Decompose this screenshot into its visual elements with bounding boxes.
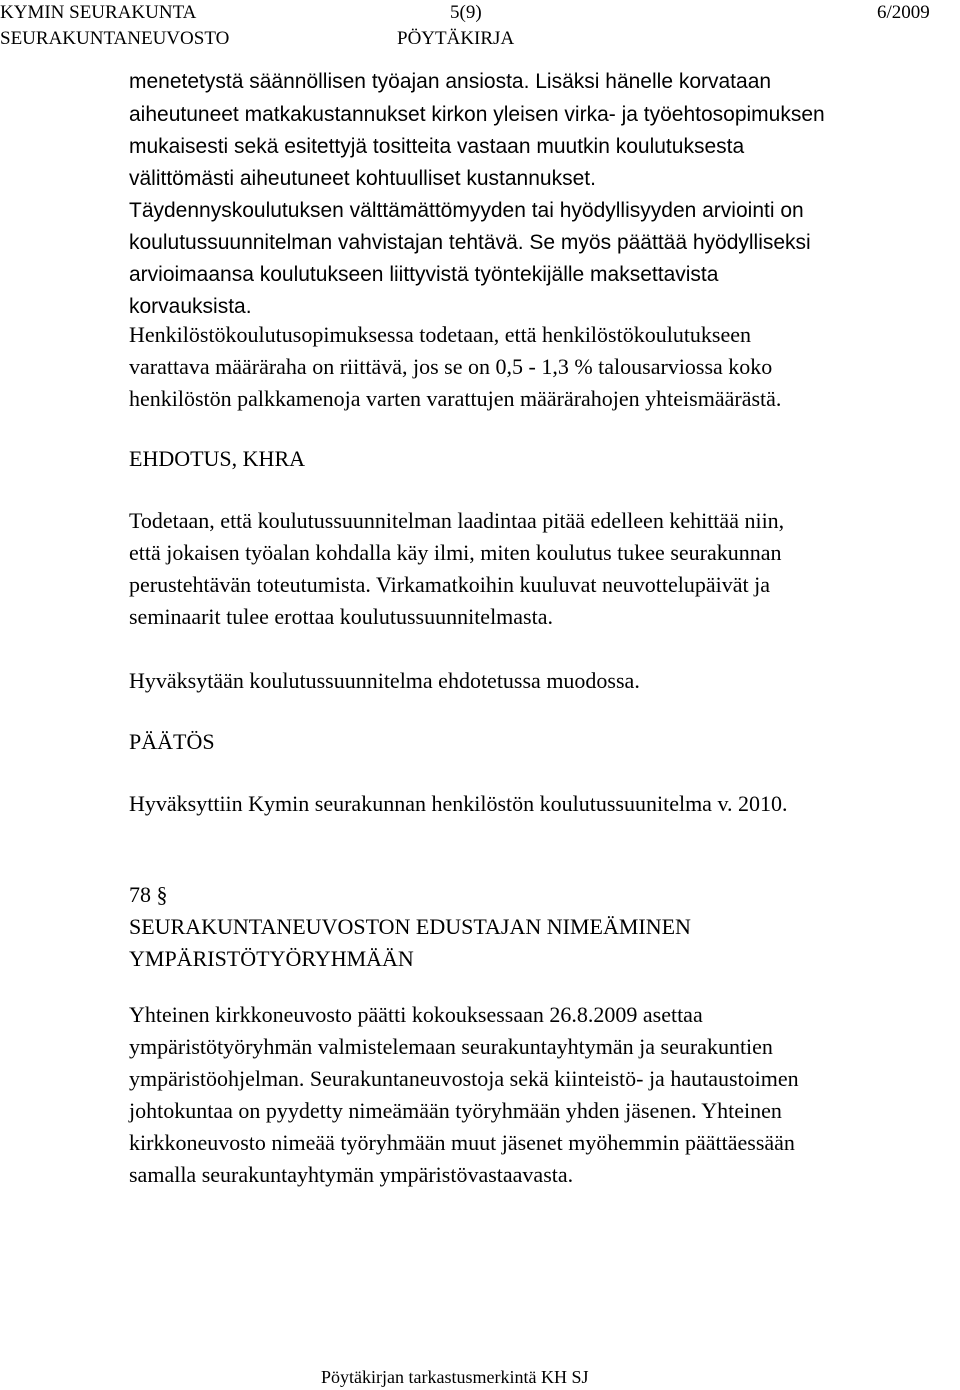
intro-line: arvioimaansa koulutukseen liittyvistä työntekijälle maksettavista xyxy=(129,263,719,286)
section-title-line: SEURAKUNTANEUVOSTON EDUSTAJAN NIMEÄMINEN xyxy=(129,914,691,939)
intro-line: välittömästi aiheutuneet kohtuulliset kustannukset. xyxy=(129,167,596,190)
intro-line: mukaisesti sekä esitettyjä tositteita vastaan muutkin koulutuksesta xyxy=(129,135,745,158)
proposal-line: perustehtävän toteutumista. Virkamatkoihin kuuluvat neuvottelupäivät ja xyxy=(129,572,771,597)
section-body-line: kirkkoneuvosto nimeää työryhmään muut jäsenet myöhemmin päättäessään xyxy=(129,1130,795,1155)
footer-review-mark: Pöytäkirjan tarkastusmerkintä KH SJ xyxy=(321,1367,589,1387)
agreement-line: henkilöstön palkkamenoja varten varattujen määrärahojen yhteismäärästä. xyxy=(129,386,782,411)
section-body-line: samalla seurakuntayhtymän ympäristövastaavasta. xyxy=(129,1162,574,1187)
header-body: SEURAKUNTANEUVOSTO xyxy=(0,28,230,49)
section-body-line: johtokuntaa on pyydetty nimeämään työryhmään yhden jäsenen. Yhteinen xyxy=(129,1098,782,1123)
proposal-heading: EHDOTUS, KHRA xyxy=(129,446,305,471)
agreement-line: varattava määräraha on riittävä, jos se on 0,5 - 1,3 % talousarviossa koko xyxy=(129,354,773,379)
proposal-line: Todetaan, että koulutussuunnitelman laadintaa pitää edelleen kehittää niin, xyxy=(129,508,785,533)
intro-line: aiheutuneet matkakustannukset kirkon yleisen virka- ja työehtosopimuksen xyxy=(129,103,825,126)
proposal-line: seminaarit tulee erottaa koulutussuunnitelmasta. xyxy=(129,604,553,629)
section-body-line: ympäristöohjelman. Seurakuntaneuvostoja sekä kiinteistö- ja hautaustoimen xyxy=(129,1066,799,1091)
header-page-number: 5(9) xyxy=(450,2,482,23)
intro-line: koulutussuunnitelman vahvistajan tehtävä. Se myös päättää hyödylliseksi xyxy=(129,231,811,254)
proposal-line: että jokaisen työalan kohdalla käy ilmi, miten koulutus tukee seurakunnan xyxy=(129,540,782,565)
intro-line: Täydennyskoulutuksen välttämättömyyden tai hyödyllisyyden arviointi on xyxy=(129,199,804,222)
section-body-line: ympäristötyöryhmän valmistelemaan seurakuntayhtymän ja seurakuntien xyxy=(129,1034,773,1059)
intro-line: korvauksista. xyxy=(129,295,252,318)
header-doctype: PÖYTÄKIRJA xyxy=(397,28,515,49)
section-title-line: YMPÄRISTÖTYÖRYHMÄÄN xyxy=(129,946,414,971)
header-issue: 6/2009 xyxy=(877,2,930,23)
decision-line: Hyväksyttiin Kymin seurakunnan henkilöstön koulutussuunitelma v. 2010. xyxy=(129,791,788,816)
section-number: 78 § xyxy=(129,882,168,907)
header-org: KYMIN SEURAKUNTA xyxy=(0,2,197,23)
agreement-line: Henkilöstökoulutusopimuksessa todetaan, että henkilöstökoulutukseen xyxy=(129,322,752,347)
section-body-line: Yhteinen kirkkoneuvosto päätti kokouksessaan 26.8.2009 asettaa xyxy=(129,1002,703,1027)
decision-heading: PÄÄTÖS xyxy=(129,729,215,754)
approval-line: Hyväksytään koulutussuunnitelma ehdotetussa muodossa. xyxy=(129,668,640,693)
intro-line: menetetystä säännöllisen työajan ansiosta. Lisäksi hänelle korvataan xyxy=(129,70,772,93)
